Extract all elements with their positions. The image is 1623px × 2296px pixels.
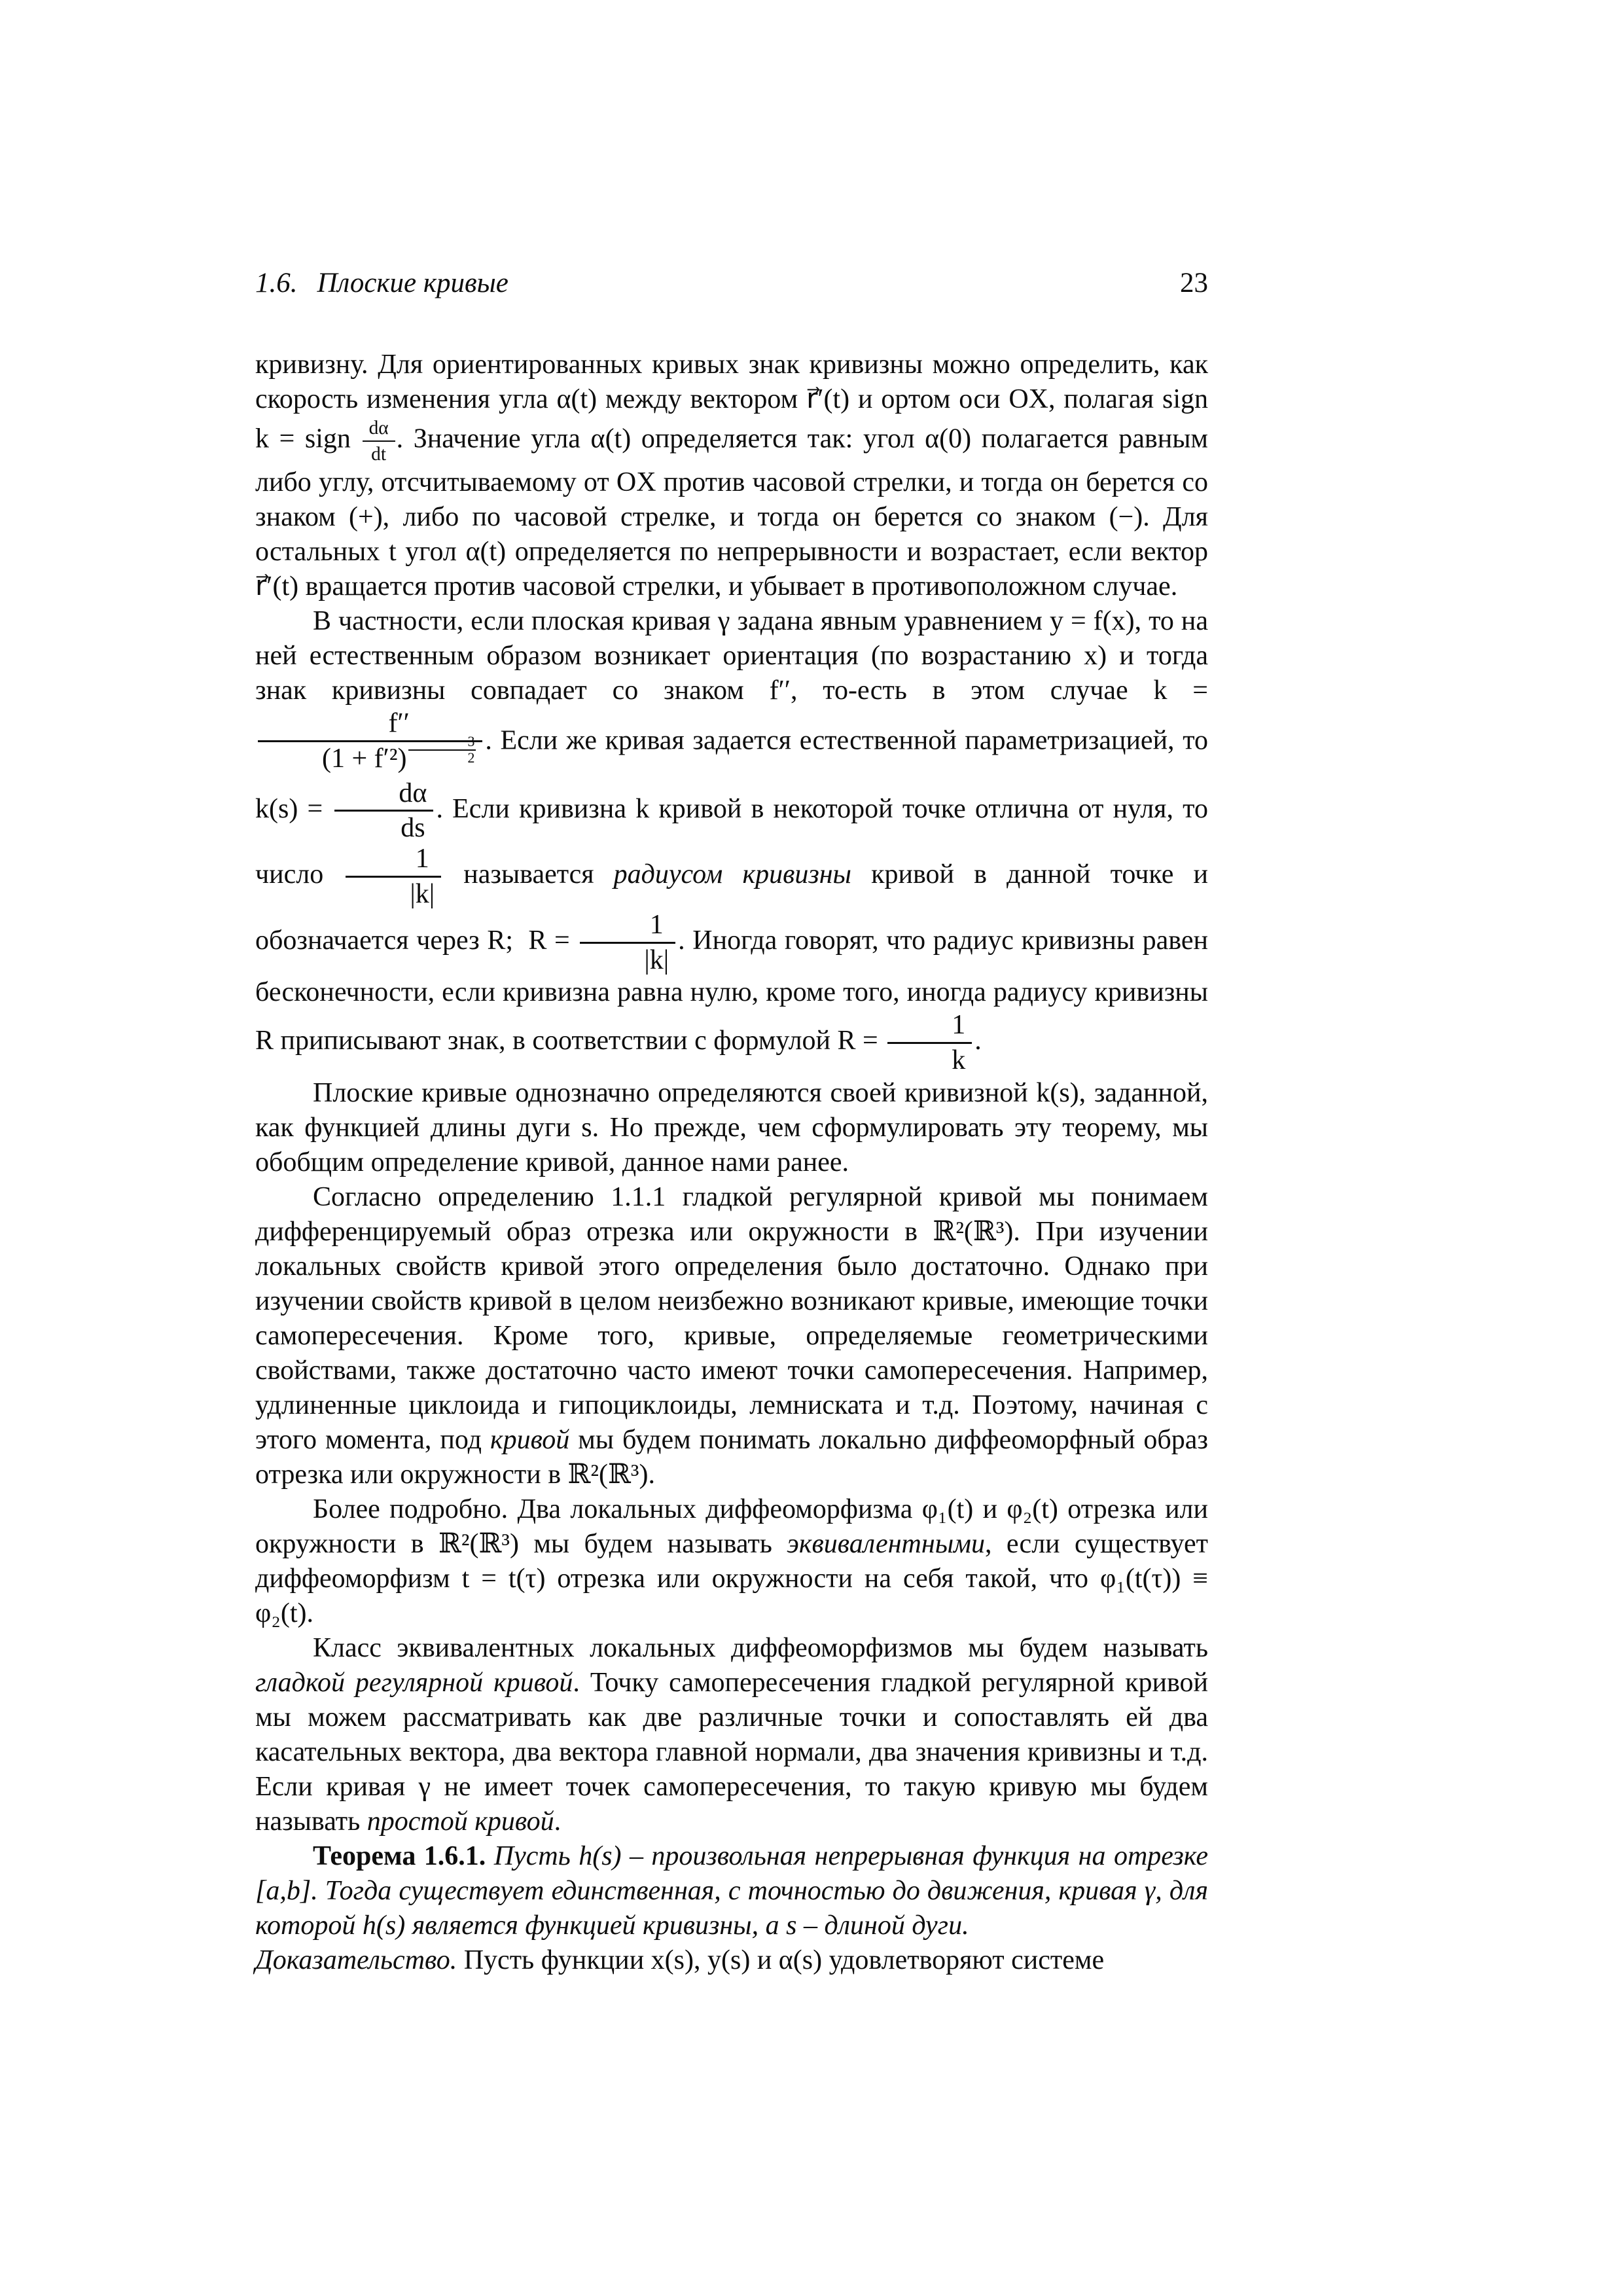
fraction-denominator: dt <box>363 440 395 465</box>
text-run: . <box>554 1806 562 1837</box>
exponent-three-halves <box>408 734 476 766</box>
text-block <box>255 267 1208 1978</box>
fraction-one-over-abs-k <box>346 844 441 910</box>
text-run: мы будем понимать локально диффеоморфный образ отрезка или окружности в ℝ²(ℝ³). <box>255 1425 1208 1490</box>
paragraph-equivalent-diffeomorphisms <box>255 1492 1208 1631</box>
running-header <box>255 267 1208 299</box>
exponent-denominator: 2 <box>408 749 476 766</box>
term-simple-curve: простой кривой <box>366 1806 554 1837</box>
term-smooth-regular-curve: гладкой регулярной кривой <box>255 1668 573 1698</box>
fraction-numerator: dα <box>399 778 427 808</box>
fraction-denominator: |k| <box>580 942 675 976</box>
proof-start <box>255 1943 1208 1978</box>
fraction-numerator: 1 <box>649 909 664 940</box>
text-run: . Иногда говорят, что радиус кривизны равен бесконечности, если кривизна равна нулю, кроме того, иногда радиусу кривизны R приписывают знак, в соответствии с формулой R = <box>255 925 1208 1056</box>
text-run: кривой в данной точке и обозначается через R; R = <box>255 859 1209 956</box>
text-run: Плоские кривые однозначно определяются своей кривизной k(s), заданной, как функцией длины дуги s. Но прежде, чем сформулировать эту теорему, мы обобщим определение кривой, данное нами ранее. <box>255 1078 1208 1178</box>
term-equivalent: эквивалентными <box>787 1529 985 1560</box>
term-curve: кривой <box>490 1425 570 1456</box>
fraction-denominator <box>258 734 482 778</box>
section-number: 1.6. <box>255 268 298 298</box>
text-run: . Значение угла α(t) определяется так: угол α(0) полагается равным либо углу, отсчитываемому от OX против часовой стрелки, и тогда он берется со знаком (+), либо по часовой стрелке, и тогда он берется со знаком (−). Для остальных t угол α(t) определяется по непрерывности и возрастает, если вектор r⃗′(t) вращается против часовой стрелки, и убывает в противоположном случае. <box>255 424 1208 602</box>
text-run: Класс эквивалентных локальных диффеоморфизмов мы будем называть <box>313 1633 1208 1664</box>
fraction-one-over-k <box>887 1010 972 1076</box>
fraction-one-over-abs-k <box>580 910 675 976</box>
fraction-dalpha-ds <box>334 778 433 844</box>
section-heading <box>255 267 508 299</box>
fraction-numerator: 1 <box>415 844 429 874</box>
text-run: . Если же кривая задается естественной параметризацией, то k(s) = <box>255 726 1208 824</box>
fraction-numerator: dα <box>368 418 389 439</box>
fraction-numerator: 1 <box>952 1010 966 1041</box>
paragraph-smooth-regular-curve <box>255 1631 1208 1839</box>
page-number: 23 <box>1180 268 1208 298</box>
text-run: Согласно определению 1.1.1 гладкой регулярной кривой мы понимаем дифференцируемый образ отрезка или окружности в ℝ²(ℝ³). При изучении локальных свойств кривой этого определения было достаточно. Однако при изучении свойств кривой в целом неизбежно возникают кривые, имеющие точки самопересечения. Кроме того, кривые, определяемые геометрическими свойствами, также достаточно часто имеют точки самопересечения. Например, удлиненные циклоида и гипоциклоиды, лемниската и т.д. Поэтому, начиная с этого момента, под <box>255 1182 1208 1456</box>
text-run: , если существует диффеоморфизм t = t(τ) отрезка или окружности на себя такой, что φ₁(t(τ)) ≡ φ₂(t). <box>255 1529 1208 1629</box>
fraction-denominator: ds <box>334 810 433 844</box>
exponent-numerator: 3 <box>467 734 475 750</box>
paragraph-curves-determined-by-curvature <box>255 1076 1208 1180</box>
text-run: кривизну. Для ориентированных кривых знак кривизны можно определить, как скорость изменения угла α(t) между вектором r⃗′(t) и ортом оси OX, полагая sign k = sign <box>255 350 1208 455</box>
fraction-dalpha-dt <box>363 417 395 465</box>
theorem-label: Теорема 1.6.1. <box>313 1841 486 1872</box>
body-text <box>255 348 1208 1978</box>
text-run: (1 + f′²) <box>322 744 407 774</box>
term-radius-of-curvature: радиусом кривизны <box>613 859 852 890</box>
paragraph-curvature-formulas <box>255 604 1208 1076</box>
proof-label: Доказательство. <box>255 1945 457 1976</box>
fraction-numerator: f′′ <box>388 708 410 739</box>
text-run: . <box>974 1026 982 1056</box>
text-run: Более подробно. Два локальных диффеоморфизма φ₁(t) и φ₂(t) отрезка или окружности в ℝ²(ℝ³) мы будем называть <box>255 1494 1208 1560</box>
text-run: . Если кривизна k кривой в некоторой точке отлична от нуля, то число <box>255 793 1208 890</box>
text-run: . Точку самопересечения гладкой регулярной кривой мы можем рассматривать как две различные точки и сопоставлять ей два касательных вектора, два вектора главной нормали, два значения кривизны и т.д. Если кривая γ не имеет точек самопересечения, то такую кривую мы будем называть <box>255 1668 1208 1837</box>
paragraph-definition-generalization <box>255 1180 1208 1492</box>
fraction-explicit-curvature <box>258 708 482 778</box>
text-run: Пусть функции x(s), y(s) и α(s) удовлетворяют системе <box>457 1945 1105 1976</box>
paragraph-curvature-sign <box>255 348 1208 604</box>
section-title: Плоские кривые <box>317 268 508 298</box>
text-run: В частности, если плоская кривая γ задана явным уравнением y = f(x), то на ней естественным образом возникает ориентация (по возрастанию x) и тогда знак кривизны совпадает со знаком f′′, то-есть в этом случае k = <box>255 606 1208 706</box>
theorem-1-6-1 <box>255 1839 1208 1943</box>
fraction-denominator: k <box>887 1042 972 1076</box>
text-run: называется <box>444 859 614 890</box>
fraction-denominator: |k| <box>346 876 441 910</box>
theorem-statement: Пусть h(s) – произвольная непрерывная функция на отрезке [a,b]. Тогда существует единственная, с точностью до движения, кривая γ, для которой h(s) является функцией кривизны, а s – длиной дуги. <box>255 1841 1208 1941</box>
